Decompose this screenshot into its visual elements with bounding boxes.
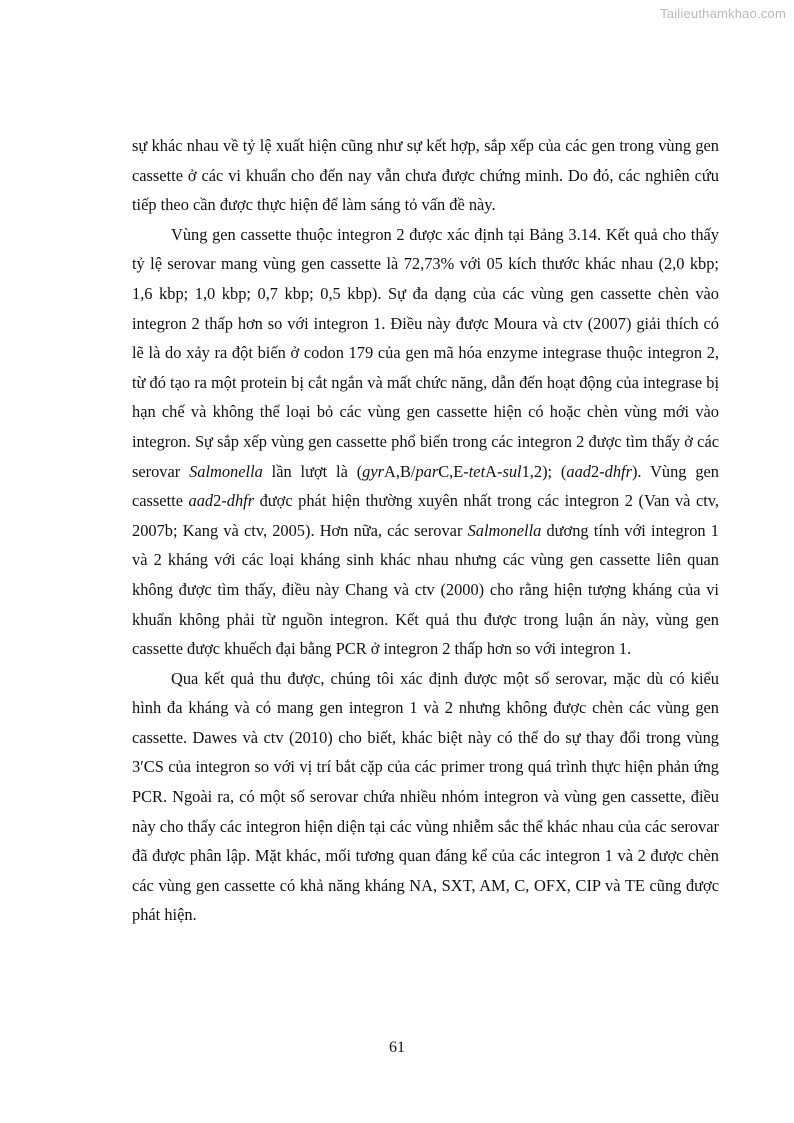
text-run: dương tính với integron 1 và 2 kháng với các loại kháng sinh khác nhau nhưng các vùng gen cassette liên quan không được tìm thấy, điều này Chang và ctv (2000) cho rằng hiện tượng kháng của vi khuẩn không phải từ nguồn integron. Kết quả thu được trong luận án này, vùng gen cassette được khuếch đại bằng PCR ở integron 2 thấp hơn so với integron 1. <box>132 520 719 659</box>
watermark: Tailieuthamkhao.com <box>660 6 786 21</box>
italic-text-run: Salmonella <box>189 461 263 481</box>
text-run: Vùng gen cassette thuộc integron 2 được xác định tại Bảng 3.14. Kết quả cho thấy tỷ lệ serovar mang vùng gen cassette là 72,73% với 05 kích thước khác nhau (2,0 kbp; 1,6 kbp; 1,0 kbp; 0,7 kbp; 0,5 kbp). Sự đa dạng của các vùng gen cassette chèn vào integron 2 thấp hơn so với integron 1. Điều này được Moura và ctv (2007) giải thích có lẽ là do xảy ra đột biến ở codon 179 của gen mã hóa enzyme integrase thuộc integron 2, từ đó tạo ra một protein bị cắt ngắn và mất chức năng, dẫn đến hoạt động của integrase bị hạn chế và không thể loại bỏ các vùng gen cassette hiện có hoặc chèn vùng mới vào integron. Sự sắp xếp vùng gen cassette phổ biến trong các integron 2 được tìm thấy ở các serovar <box>132 224 719 481</box>
italic-text-run: sul <box>502 461 522 481</box>
text-run: C,E- <box>438 461 469 481</box>
page-number: 61 <box>389 1039 405 1056</box>
text-run: ). Vùng gen cassette <box>132 461 719 511</box>
text-run: A,B/ <box>384 461 416 481</box>
text-run: được phát hiện thường xuyên nhất trong các integron 2 (Van và ctv, 2007b; Kang và ctv, 2005). Hơn nữa, các serovar <box>132 491 720 540</box>
paragraph <box>132 664 719 930</box>
text-run: 2- <box>213 491 227 511</box>
document-body <box>132 131 719 930</box>
italic-text-run: aad <box>188 491 214 511</box>
italic-text-run: aad <box>566 461 591 481</box>
italic-text-run: Salmonella <box>467 520 542 540</box>
italic-text-run: par <box>415 461 439 481</box>
text-run: lần lượt là ( <box>262 461 363 481</box>
italic-text-run: dhfr <box>604 461 632 481</box>
text-run: Qua kết quả thu được, chúng tôi xác định được một số serovar, mặc dù có kiểu hình đa kháng và có mang gen integron 1 và 2 nhưng không được chèn các vùng gen cassette. Dawes và ctv (2010) cho biết, khác biệt này có thể do sự thay đổi trong vùng 3′CS của integron so với vị trí bắt cặp của các primer trong quá trình thực hiện phản ứng PCR. Ngoài ra, có một số serovar chứa nhiều nhóm integron và vùng gen cassette, điều này cho thấy các integron hiện diện tại các vùng nhiễm sắc thể khác nhau của các serovar đã được phân lập. Mặt khác, mối tương quan đáng kể của các integron 1 và 2 được chèn các vùng gen cassette có khả năng kháng NA, SXT, AM, C, OFX, CIP và TE cũng được phát hiện. <box>132 668 719 925</box>
text-run: 2- <box>590 461 605 481</box>
italic-text-run: tet <box>468 461 486 481</box>
text-run: sự khác nhau về tỷ lệ xuất hiện cũng như sự kết hợp, sắp xếp của các gen trong vùng gen cassette ở các vi khuẩn cho đến nay vẫn chưa được chứng minh. Do đó, các nghiên cứu tiếp theo cần được thực hiện để làm sáng tỏ vấn đề này. <box>132 136 719 215</box>
italic-text-run: gyr <box>362 461 385 481</box>
paragraph <box>132 220 719 664</box>
italic-text-run: dhfr <box>226 491 255 511</box>
text-run: A- <box>485 461 503 481</box>
paragraph <box>132 131 719 220</box>
text-run: 1,2); ( <box>521 461 567 481</box>
